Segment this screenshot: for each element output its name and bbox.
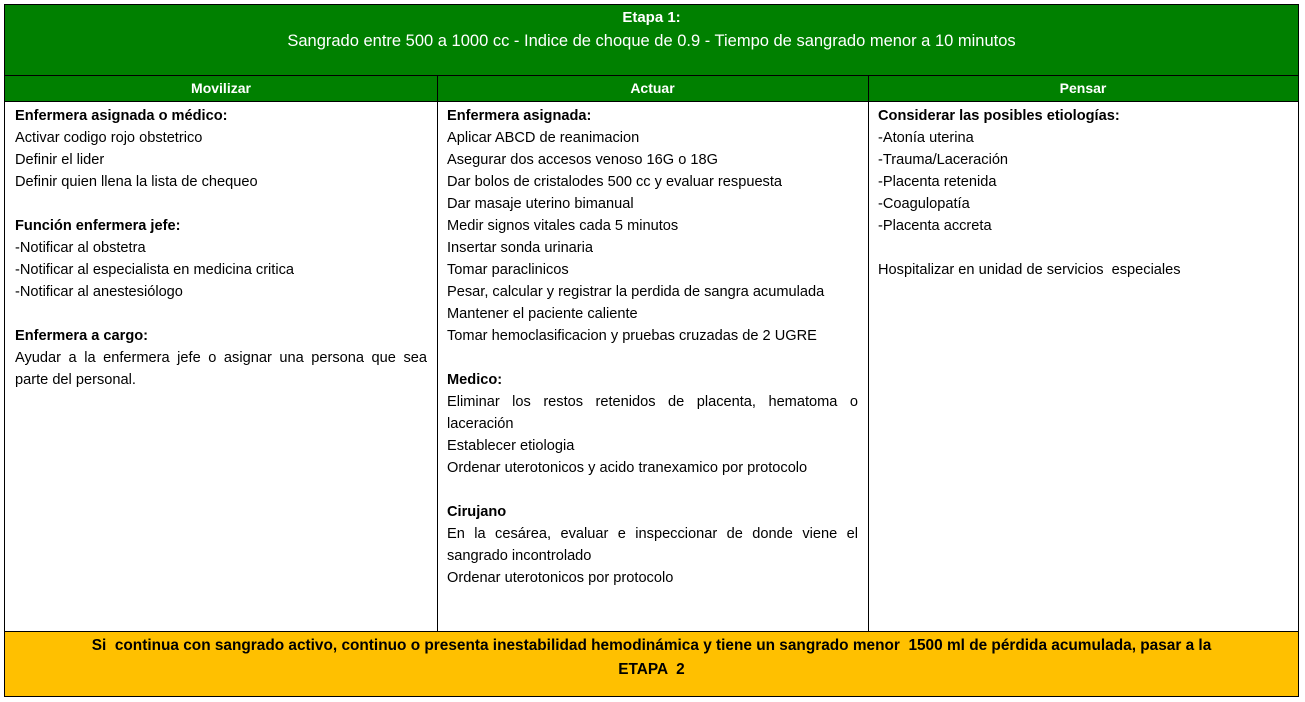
list-item: Tomar paraclinicos — [447, 262, 569, 278]
escalation-note-next-stage: ETAPA 2 — [618, 661, 685, 678]
list-item: Dar masaje uterino bimanual — [447, 196, 634, 212]
stage-criteria: Sangrado entre 500 a 1000 cc - Indice de choque de 0.9 - Tiempo de sangrado menor a 10 minutos — [287, 32, 1016, 50]
column-movilizar — [5, 102, 437, 631]
section-title: Medico: — [447, 372, 503, 388]
list-item: Medir signos vitales cada 5 minutos — [447, 218, 679, 234]
section-title: Enfermera asignada o médico: — [15, 108, 228, 124]
stage-header — [5, 5, 1298, 76]
section-title: Enfermera asignada: — [447, 108, 592, 124]
escalation-note-line: Si continua con sangrado activo, continuo o presenta inestabilidad hemodinámica y tiene un sangrado menor 1500 ml de pérdida acumulada, pasar a la — [91, 637, 1212, 654]
column-heading-pensar: Pensar — [868, 76, 1298, 102]
column-actuar — [437, 102, 868, 631]
list-item: Insertar sonda urinaria — [447, 240, 594, 256]
list-item: -Placenta retenida — [878, 174, 997, 190]
section-title: Cirujano — [447, 504, 507, 520]
list-item: -Trauma/Laceración — [878, 152, 1009, 168]
list-item: -Notificar al especialista en medicina critica — [15, 262, 295, 278]
list-item: Activar codigo rojo obstetrico — [15, 130, 203, 146]
escalation-note — [5, 631, 1298, 696]
column-heading-actuar: Actuar — [437, 76, 868, 102]
list-item: Definir el lider — [15, 152, 105, 168]
stage-title: Etapa 1: — [622, 9, 681, 26]
list-item: -Notificar al obstetra — [15, 240, 146, 256]
list-item: Establecer etiologia — [447, 438, 575, 454]
list-item: Definir quien llena la lista de chequeo — [15, 174, 258, 190]
column-heading-movilizar: Movilizar — [5, 76, 437, 102]
list-item: Asegurar dos accesos venoso 16G o 18G — [447, 152, 718, 168]
list-item: Aplicar ABCD de reanimacion — [447, 130, 640, 146]
list-item: Tomar hemoclasificacion y pruebas cruzadas de 2 UGRE — [447, 328, 817, 344]
list-item: Hospitalizar en unidad de servicios especiales — [878, 262, 1181, 278]
list-item: Eliminar los restos retenidos de placenta, hematoma o laceración — [447, 394, 858, 432]
section-title: Función enfermera jefe: — [15, 218, 181, 234]
list-item: -Atonía uterina — [878, 130, 974, 146]
list-item: Dar bolos de cristalodes 500 cc y evaluar respuesta — [447, 174, 783, 190]
list-item: En la cesárea, evaluar e inspeccionar de donde viene el sangrado incontrolado — [447, 526, 858, 564]
list-item: -Coagulopatía — [878, 196, 970, 212]
stage-table — [4, 4, 1299, 697]
list-item: -Placenta accreta — [878, 218, 992, 234]
section-title: Considerar las posibles etiologías: — [878, 108, 1120, 124]
list-item: Ayudar a la enfermera jefe o asignar una persona que sea parte del personal. — [15, 350, 427, 388]
list-item: Ordenar uterotonicos y acido tranexamico por protocolo — [447, 460, 808, 476]
list-item: Ordenar uterotonicos por protocolo — [447, 570, 674, 586]
section-title: Enfermera a cargo: — [15, 328, 149, 344]
list-item: Mantener el paciente caliente — [447, 306, 638, 322]
list-item: Pesar, calcular y registrar la perdida de sangra acumulada — [447, 284, 825, 300]
list-item: -Notificar al anestesiólogo — [15, 284, 183, 300]
column-pensar — [868, 102, 1298, 631]
